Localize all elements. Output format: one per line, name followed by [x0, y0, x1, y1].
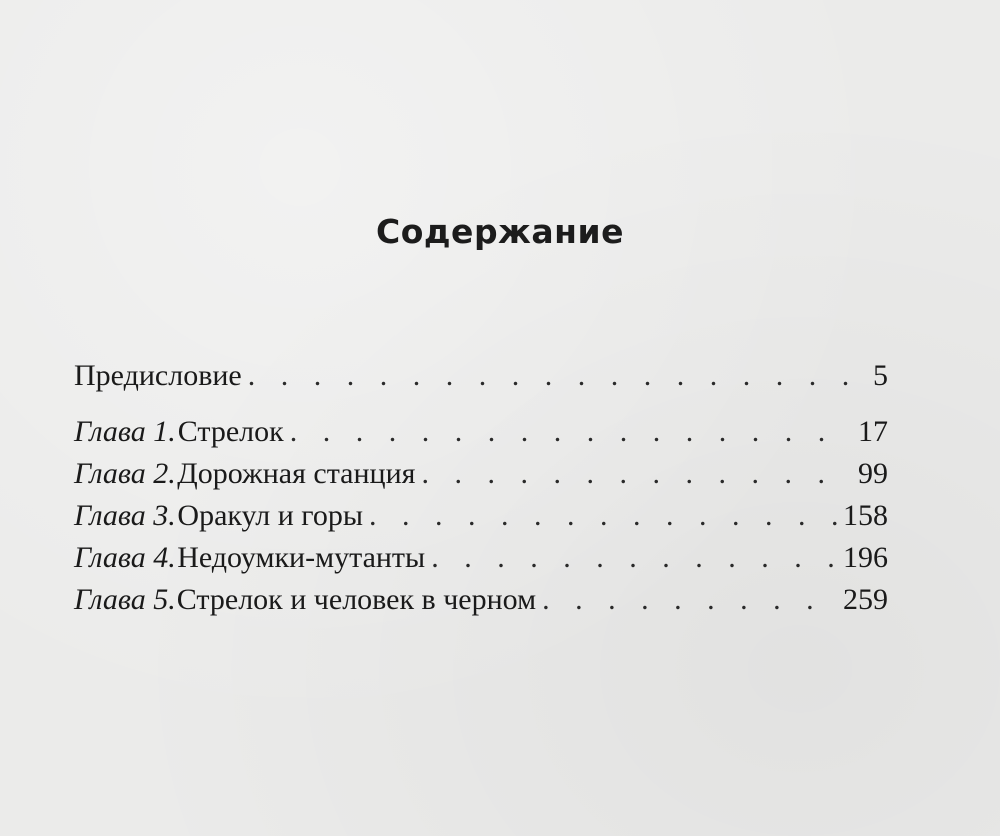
- chapter-label: Глава 5.: [74, 583, 176, 616]
- toc-page-number: 259: [843, 583, 888, 616]
- toc-page-number: 5: [873, 359, 888, 392]
- toc-entry-title: Недоумки-мутанты: [177, 541, 426, 574]
- toc-entry-title: Оракул и горы: [177, 499, 363, 532]
- toc-entry-preface: [74, 355, 888, 397]
- toc-entry-title: Предисловие: [74, 359, 242, 392]
- toc-page-number: 158: [843, 499, 888, 532]
- chapter-label: Глава 4.: [74, 541, 176, 574]
- chapter-label: Глава 3.: [74, 499, 176, 532]
- toc-entry-chapter-3: [74, 495, 888, 537]
- dot-leader: [431, 537, 837, 579]
- toc-page-number: 17: [858, 415, 888, 448]
- toc-page-number: 196: [843, 541, 888, 574]
- dot-leader: [248, 355, 867, 397]
- dot-leader: [421, 453, 852, 495]
- dot-leader: [290, 411, 852, 453]
- chapter-label: Глава 2.: [74, 457, 176, 490]
- table-of-contents: [74, 355, 888, 621]
- toc-entry-title: Дорожная станция: [177, 457, 416, 490]
- toc-entry-chapter-4: [74, 537, 888, 579]
- toc-entry-chapter-5: [74, 579, 888, 621]
- dot-leader: [542, 579, 837, 621]
- toc-entry-chapter-2: [74, 453, 888, 495]
- page-title: Содержание: [376, 212, 624, 251]
- toc-entry-title: Стрелок: [177, 415, 284, 448]
- toc-entry-chapter-1: [74, 411, 888, 453]
- toc-entry-title: Стрелок и человек в черном: [176, 583, 537, 616]
- chapter-label: Глава 1.: [74, 415, 176, 448]
- dot-leader: [369, 495, 837, 537]
- toc-page-number: 99: [858, 457, 888, 490]
